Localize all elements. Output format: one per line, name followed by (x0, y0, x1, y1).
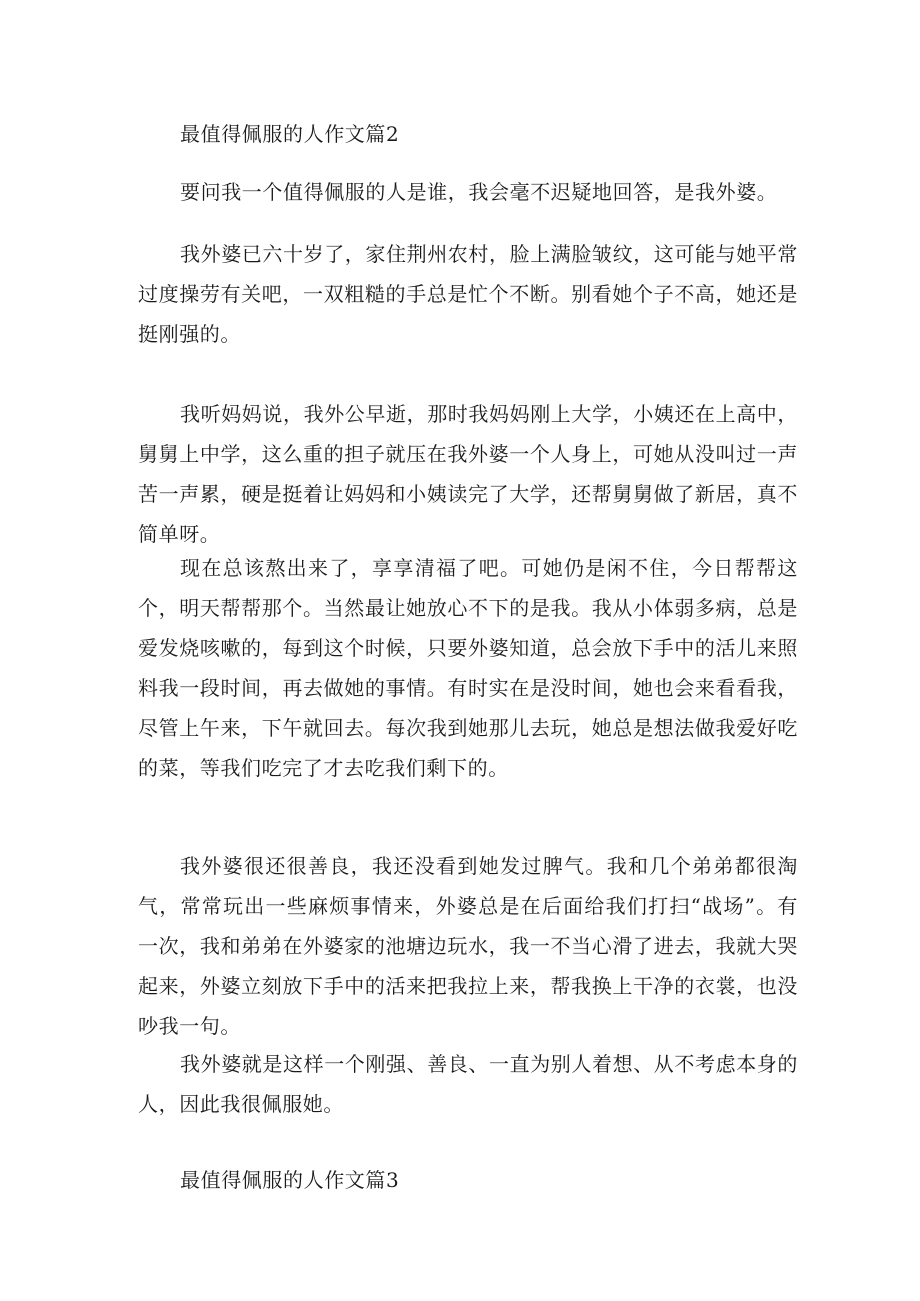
section-heading-2: 最值得佩服的人作文篇2 (180, 122, 400, 146)
paragraph-2: 我外婆已六十岁了，家住荆州农村，脸上满脸皱纹，这可能与她平常过度操劳有关吧，一双粗糙的手总是忙个不断。别看她个子不高，她还是挺刚强的。 (138, 242, 798, 346)
paragraph-5: 我外婆很还很善良，我还没看到她发过脾气。我和几个弟弟都很淘气，常常玩出一些麻烦事情来，外婆总是在后面给我们打扫“战场”。有一次，我和弟弟在外婆家的池塘边玩水，我一不当心滑了进去，我就大哭起来，外婆立刻放下手中的活来把我拉上来，帮我换上干净的衣裳，也没吵我一句。 (138, 854, 798, 1038)
paragraph-4: 现在总该熬出来了，享享清福了吧。可她仍是闲不住，今日帮帮这个，明天帮帮那个。当然最让她放心不下的是我。我从小体弱多病，总是爱发烧咳嗽的，每到这个时候，只要外婆知道，总会放下手中的活儿来照料我一段时间，再去做她的事情。有时实在是没时间，她也会来看看我，尽管上午来，下午就回去。每次我到她那儿去玩，她总是想法做我爱好吃的菜，等我们吃完了才去吃我们剩下的。 (138, 556, 798, 780)
paragraph-6: 我外婆就是这样一个刚强、善良、一直为别人着想、从不考虑本身的人，因此我很佩服她。 (138, 1052, 798, 1116)
paragraph-3: 我听妈妈说，我外公早逝，那时我妈妈刚上大学，小姨还在上高中，舅舅上中学，这么重的担子就压在我外婆一个人身上，可她从没叫过一声苦一声累，硬是挺着让妈妈和小姨读完了大学，还帮舅舅做了新居，真不简单呀。 (138, 402, 798, 546)
section-heading-3: 最值得佩服的人作文篇3 (180, 1168, 400, 1192)
paragraph-1: 要问我一个值得佩服的人是谁，我会毫不迟疑地回答，是我外婆。 (180, 180, 778, 204)
